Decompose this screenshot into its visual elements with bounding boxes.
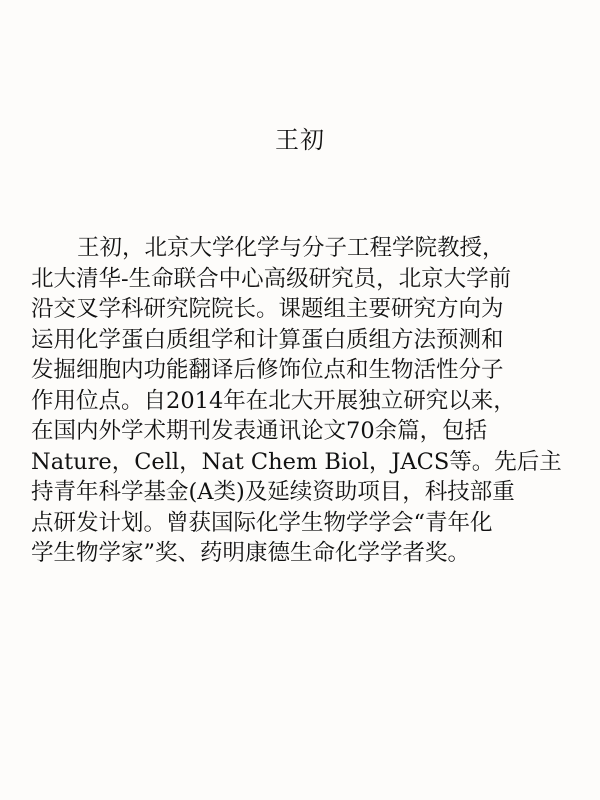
bio-line-6: 作用位点。自2014年在北大开展独立研究以来， [31,387,516,414]
bio-line-11: 学生物学家”奖、药明康德生命化学学者奖。 [31,540,471,566]
page-title: 王初 [275,126,325,154]
bio-line-7: 在国内外学术期刊发表通讯论文70余篇，包括 [31,418,488,444]
bio-line-8: Nature，Cell，Nat Chem Biol，JACS等。先后主 [31,448,562,475]
bio-line-9: 持青年科学基金(A类)及延续资助项目，科技部重 [31,479,515,505]
bio-line-5: 发掘细胞内功能翻译后修饰位点和生物活性分子 [31,357,504,383]
bio-line-2: 北大清华-生命联合中心高级研究员，北京大学前 [31,265,512,292]
bio-line-3: 沿交叉学科研究院院长。课题组主要研究方向为 [31,296,504,322]
biography-paragraph [31,233,569,569]
bio-line-10: 点研发计划。曾获国际化学生物学学会“青年化 [31,509,493,536]
bio-line-1: 王初，北京大学化学与分子工程学院教授， [77,235,505,261]
bio-line-4: 运用化学蛋白质组学和计算蛋白质组方法预测和 [31,326,504,353]
